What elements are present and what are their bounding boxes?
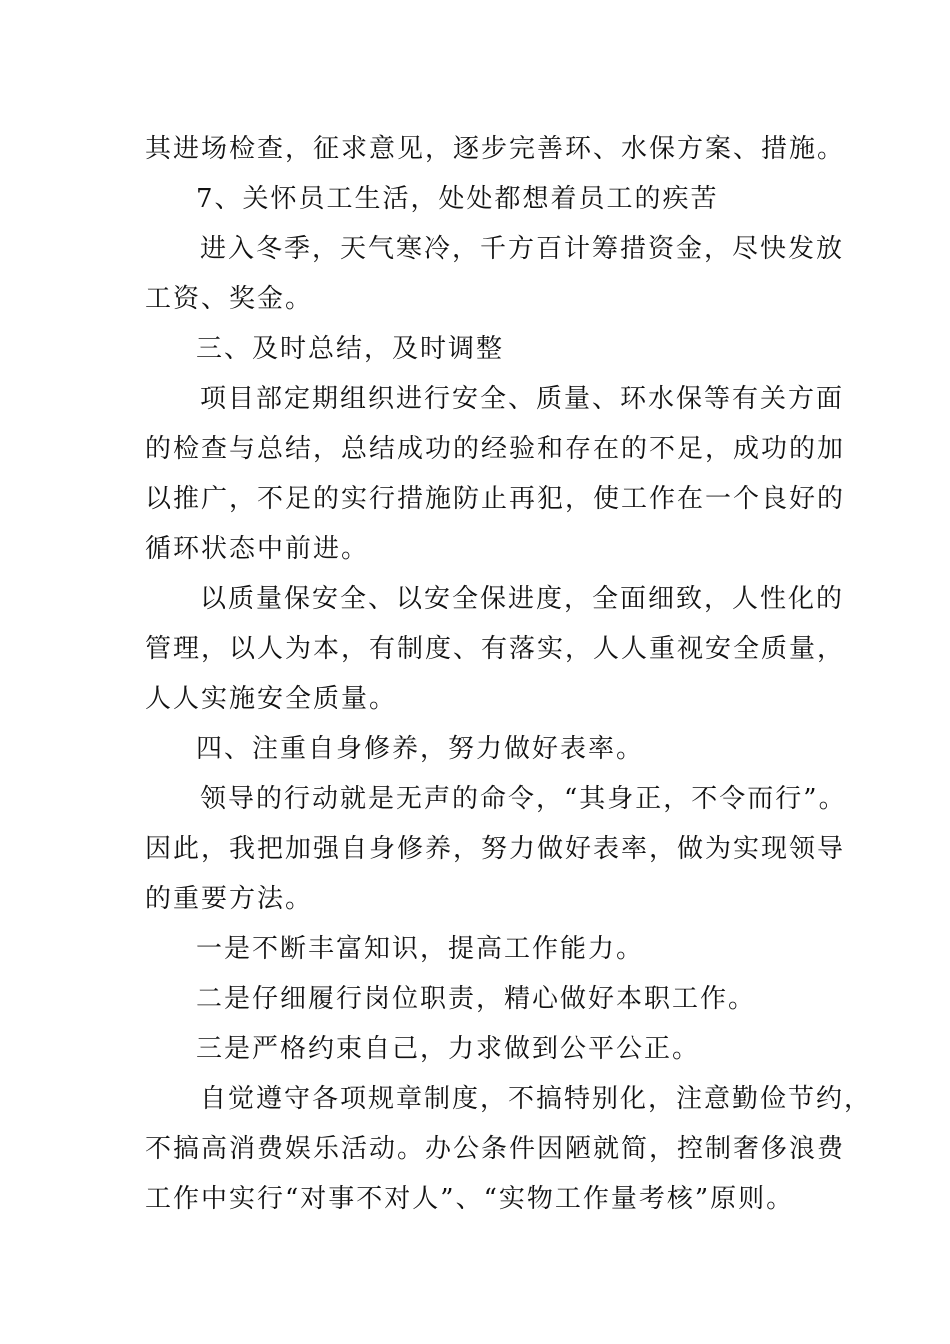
text-line-7: 的检查与总结，总结成功的经验和存在的不足，成功的加: [145, 434, 846, 464]
text-line-3: 进入冬季，天气寒冷，千方百计筹措资金，尽快发放: [200, 234, 845, 264]
text-line-15: 因此，我把加强自身修养，努力做好表率，做为实现领导: [145, 834, 846, 864]
text-line-12: 人人实施安全质量。: [145, 684, 398, 714]
text-line-2: 7、关怀员工生活，处处都想着员工的疾苦: [196, 184, 719, 214]
list-item-3: 三是严格约束自己，力求做到公平公正。: [196, 1034, 701, 1064]
text-line-4: 工资、奖金。: [145, 284, 314, 314]
list-item-2: 二是仔细履行岗位职责，精心做好本职工作。: [196, 984, 757, 1014]
text-line-22: 工作中实行“对事不对人”、“实物工作量考核”原则。: [145, 1184, 795, 1214]
text-line-1: 其进场检查，征求意见，逐步完善环、水保方案、措施。: [145, 134, 846, 164]
text-line-6: 项目部定期组织进行安全、质量、环水保等有关方面: [200, 384, 845, 414]
text-line-14: 领导的行动就是无声的命令，“其身正，不令而行”。: [200, 784, 847, 814]
text-line-16: 的重要方法。: [145, 884, 314, 914]
section-heading-4: 四、注重自身修养，努力做好表率。: [196, 734, 645, 764]
text-line-8: 以推广，不足的实行措施防止再犯，使工作在一个良好的: [145, 484, 846, 514]
text-line-11: 管理，以人为本，有制度、有落实，人人重视安全质量，: [145, 634, 846, 664]
section-heading-3: 三、及时总结，及时调整: [196, 334, 505, 364]
text-line-10: 以质量保安全、以安全保进度，全面细致，人性化的: [200, 584, 845, 614]
text-line-9: 循环状态中前进。: [145, 534, 370, 564]
text-line-21: 不搞高消费娱乐活动。办公条件因陋就简，控制奢侈浪费: [145, 1134, 846, 1164]
text-line-20: 自觉遵守各项规章制度，不搞特别化，注意勤俭节约，: [200, 1084, 873, 1114]
list-item-1: 一是不断丰富知识，提高工作能力。: [196, 934, 645, 964]
